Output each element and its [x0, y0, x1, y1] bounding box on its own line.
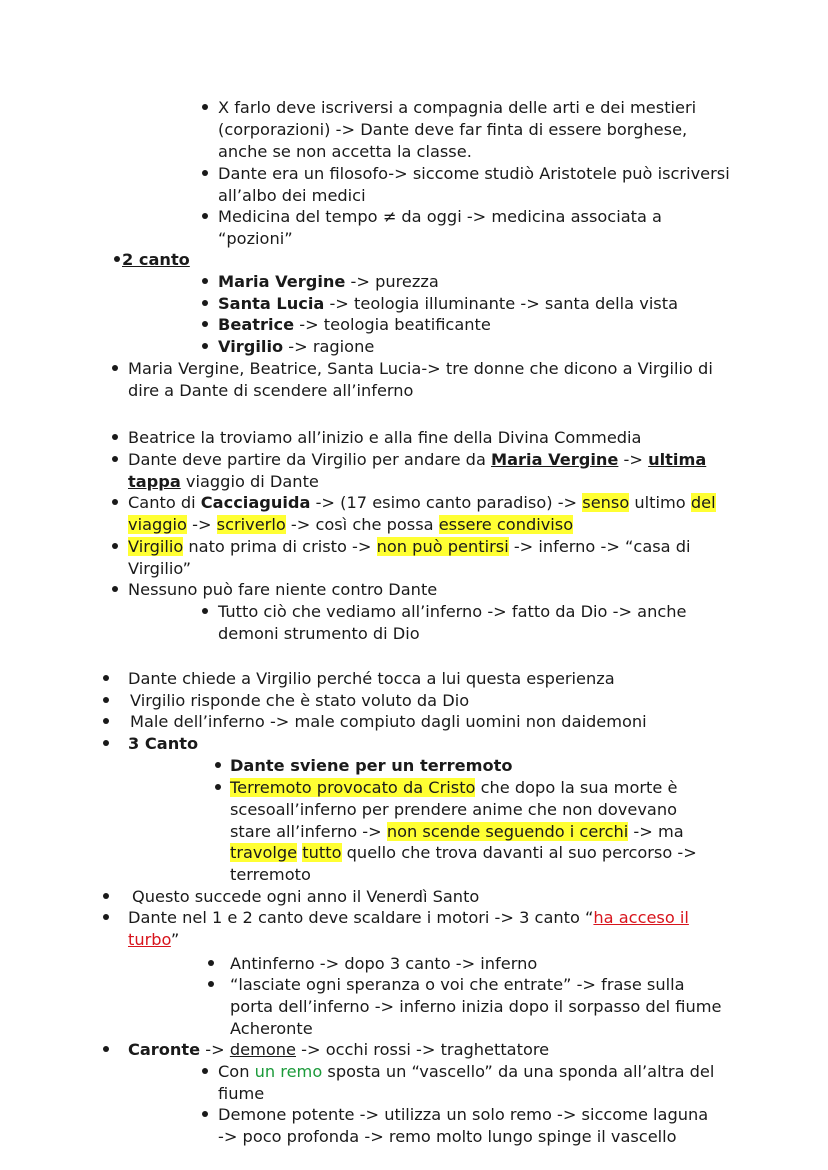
list-item-line — [230, 1018, 721, 1040]
text-run: X farlo deve iscriversi a compagnia delle arti e dei mestieri — [218, 98, 697, 117]
text-run: Virgilio — [218, 337, 284, 356]
text-run: travolge — [230, 843, 298, 863]
list-item-line — [218, 271, 439, 293]
list-item — [230, 777, 697, 886]
list-item — [218, 1104, 708, 1148]
list-item — [122, 249, 190, 271]
list-item — [128, 907, 689, 951]
list-item — [218, 601, 686, 645]
list-item-line — [230, 755, 512, 777]
bullet-dot — [202, 104, 208, 110]
bullet-dot — [103, 740, 109, 746]
list-item-line — [218, 623, 686, 645]
list-item-line — [130, 690, 469, 712]
list-item-line — [230, 864, 697, 886]
text-run: del — [690, 493, 716, 512]
list-item — [128, 358, 713, 402]
text-run: dire a Dante di scendere all’inferno — [128, 380, 414, 400]
list-item-line — [122, 249, 190, 271]
bullet-dot — [215, 784, 221, 790]
list-item-line — [230, 974, 721, 996]
text-run: Santa Lucia — [218, 294, 325, 313]
text-run: Dante deve partire da Virgilio per andare da — [128, 450, 492, 469]
bullet-dot — [103, 914, 109, 920]
list-item-line — [230, 953, 537, 975]
list-item-line — [218, 314, 491, 336]
bullet-dot — [215, 762, 221, 768]
bullet-dot — [202, 278, 208, 284]
list-item-line — [218, 228, 662, 250]
bullet-dot — [202, 1068, 208, 1074]
list-item — [218, 314, 491, 336]
text-run: scesoall’inferno per prendere anime che non dovevano — [230, 799, 678, 819]
text-run: ultimo — [629, 493, 691, 512]
list-item — [230, 755, 512, 777]
text-run: Acheronte — [230, 1018, 313, 1038]
text-run: Con — [218, 1062, 255, 1081]
bullet-dot — [202, 300, 208, 306]
text-run: -> — [186, 514, 217, 534]
text-run: Medicina del tempo ≠ da oggi -> medicina associata a — [218, 207, 662, 226]
text-run: non può pentirsi — [376, 537, 509, 556]
text-run: Maria Vergine — [491, 450, 619, 469]
text-run: Maria Vergine — [218, 272, 346, 291]
text-run: turbo — [128, 929, 171, 949]
text-run: Beatrice — [218, 315, 295, 334]
bullet-dot — [114, 256, 120, 262]
list-item-line — [230, 821, 697, 843]
text-run: Cacciaguida — [200, 493, 311, 512]
text-run: tappa — [128, 471, 181, 491]
list-item-line — [128, 579, 437, 601]
text-run: Maria Vergine, Beatrice, Santa Lucia-> tre donne che dicono a Virgilio di — [128, 359, 713, 378]
list-item-line — [128, 1039, 549, 1061]
bullet-dot — [112, 543, 118, 549]
list-item-line — [218, 1061, 714, 1083]
bullet-dot — [208, 960, 214, 966]
text-run: Questo succede ogni anno il Venerdì Santo — [132, 887, 480, 906]
list-item — [218, 336, 374, 358]
list-item-line — [128, 514, 716, 536]
list-item-line — [128, 380, 713, 402]
list-item-line — [218, 1083, 714, 1105]
list-item — [218, 1061, 714, 1105]
list-item-line — [218, 1104, 708, 1126]
text-run: Terremoto provocato da Cristo — [230, 778, 476, 797]
text-run: -> così che possa — [285, 514, 439, 534]
list-item-line — [128, 471, 706, 493]
text-run: nato prima di cristo -> — [183, 537, 377, 556]
list-item — [128, 427, 641, 449]
bullet-dot — [103, 675, 109, 681]
list-item — [218, 97, 696, 162]
list-item — [132, 886, 479, 908]
list-item — [128, 1039, 549, 1061]
text-run: all’albo dei medici — [218, 185, 366, 205]
list-item-line — [230, 996, 721, 1018]
bullet-dot — [202, 1111, 208, 1117]
text-run: Virgilio” — [128, 558, 192, 578]
bullet-dot — [112, 434, 118, 440]
text-run: -> — [618, 450, 649, 469]
list-item-line — [128, 427, 641, 449]
text-run: Canto di — [128, 493, 201, 512]
bullet-dot — [112, 586, 118, 592]
list-item-line — [218, 336, 374, 358]
list-item-line — [230, 842, 697, 864]
list-item — [130, 711, 647, 733]
text-run: Virgilio risponde che è stato voluto da Dio — [130, 691, 470, 710]
list-item-line — [218, 141, 696, 163]
list-item-line — [218, 601, 686, 623]
text-run: 2 canto — [122, 250, 190, 269]
bullet-dot — [103, 893, 109, 899]
text-run: Male dell’inferno -> male compiuto dagli uomini non daidemoni — [130, 712, 647, 731]
list-item-line — [132, 886, 479, 908]
list-item — [128, 492, 716, 536]
text-run: non scende seguendo i cerchi — [386, 821, 629, 841]
list-item-line — [218, 185, 730, 207]
text-run: senso — [582, 493, 630, 512]
text-run: -> occhi rossi -> traghettatore — [296, 1040, 550, 1059]
text-run: demone — [229, 1040, 296, 1059]
list-item — [128, 536, 691, 580]
bullet-dot — [208, 981, 214, 987]
list-item-line — [128, 492, 716, 514]
text-run: “pozioni” — [218, 228, 293, 248]
list-item — [128, 668, 615, 690]
list-item — [128, 733, 198, 755]
text-run: -> ragione — [283, 337, 375, 356]
list-item-line — [128, 558, 691, 580]
text-run: Demone potente -> utilizza un solo remo -> siccome laguna — [218, 1105, 709, 1124]
text-run: Tutto ciò che vediamo all’inferno -> fatto da Dio -> anche — [218, 602, 687, 621]
text-run: Beatrice la troviamo all’inizio e alla fine della Divina Commedia — [128, 428, 642, 447]
text-run: -> poco profonda -> remo molto lungo spinge il vascello — [218, 1126, 677, 1146]
text-run: -> ma — [628, 821, 684, 841]
list-item-line — [218, 293, 678, 315]
text-run: fiume — [218, 1083, 265, 1103]
text-run: Nessuno può fare niente contro Dante — [128, 580, 438, 599]
text-run: 3 Canto — [128, 734, 199, 753]
list-item-line — [218, 1126, 708, 1148]
text-run: ultima — [648, 450, 707, 469]
text-run: (corporazioni) -> Dante deve far finta di essere borghese, — [218, 119, 688, 139]
list-item-line — [230, 777, 697, 799]
text-run: -> — [200, 1040, 230, 1059]
text-run: essere condiviso — [438, 514, 574, 534]
text-run: demoni strumento di Dio — [218, 623, 420, 643]
text-run: ha acceso il — [593, 908, 689, 927]
text-run: Dante sviene per un terremoto — [230, 756, 513, 775]
text-run: un remo — [254, 1062, 323, 1081]
text-run: scriverlo — [216, 514, 286, 534]
list-item-line — [128, 358, 713, 380]
list-item — [230, 974, 721, 1039]
text-run: stare all’inferno -> — [230, 821, 387, 841]
list-item — [128, 449, 706, 493]
text-run: viaggio di Dante — [180, 471, 319, 491]
list-item — [218, 163, 730, 207]
text-run: tutto — [302, 843, 342, 863]
list-item-line — [230, 799, 697, 821]
text-run: sposta un “vascello” da una sponda all’altra del — [322, 1062, 715, 1081]
list-item — [218, 271, 439, 293]
list-item-line — [128, 907, 689, 929]
bullet-dot — [103, 697, 109, 703]
bullet-dot — [202, 213, 208, 219]
list-item-line — [130, 711, 647, 733]
list-item — [130, 690, 469, 712]
bullet-dot — [112, 456, 118, 462]
list-item-line — [218, 163, 730, 185]
bullet-dot — [202, 343, 208, 349]
text-run: “lasciate ogni speranza o voi che entrate” -> frase sulla — [230, 975, 685, 994]
list-item-line — [128, 668, 615, 690]
text-run: -> purezza — [345, 272, 439, 291]
text-run: terremoto — [230, 865, 311, 885]
text-run: quello che trova davanti al suo percorso -> — [341, 843, 697, 863]
bullet-dot — [202, 608, 208, 614]
text-run: -> inferno -> “casa di — [508, 537, 691, 556]
list-item-line — [218, 97, 696, 119]
text-run: Virgilio — [128, 537, 184, 556]
bullet-dot — [202, 321, 208, 327]
text-run: porta dell’inferno -> inferno inizia dopo il sorpasso del fiume — [230, 996, 722, 1016]
bullet-dot — [112, 499, 118, 505]
list-item-line — [128, 929, 689, 951]
list-item-line — [128, 449, 706, 471]
text-run: che dopo la sua morte è — [475, 778, 678, 797]
text-run: Dante nel 1 e 2 canto deve scaldare i motori -> 3 canto “ — [128, 908, 594, 927]
text-run: anche se non accetta la classe. — [218, 141, 472, 161]
text-run: Dante chiede a Virgilio perché tocca a lui questa esperienza — [128, 669, 615, 688]
bullet-dot — [112, 365, 118, 371]
text-run: viaggio — [128, 514, 187, 534]
list-item-line — [218, 119, 696, 141]
text-run: -> teologia illuminante -> santa della vista — [324, 294, 679, 313]
text-run: Caronte — [128, 1040, 201, 1059]
text-run: Antinferno -> dopo 3 canto -> inferno — [230, 954, 538, 973]
list-item — [218, 293, 678, 315]
list-item-line — [128, 536, 691, 558]
list-item-line — [218, 206, 662, 228]
list-item — [218, 206, 662, 250]
text-run: Dante era un filosofo-> siccome studiò Aristotele può iscriversi — [218, 164, 730, 183]
list-item — [128, 579, 437, 601]
text-run: -> (17 esimo canto paradiso) -> — [310, 493, 583, 512]
text-run: ” — [170, 929, 180, 949]
list-item-line — [128, 733, 198, 755]
bullet-dot — [103, 1046, 109, 1052]
list-item — [230, 953, 537, 975]
text-run: -> teologia beatificante — [294, 315, 491, 334]
bullet-dot — [202, 170, 208, 176]
bullet-dot — [103, 718, 109, 724]
